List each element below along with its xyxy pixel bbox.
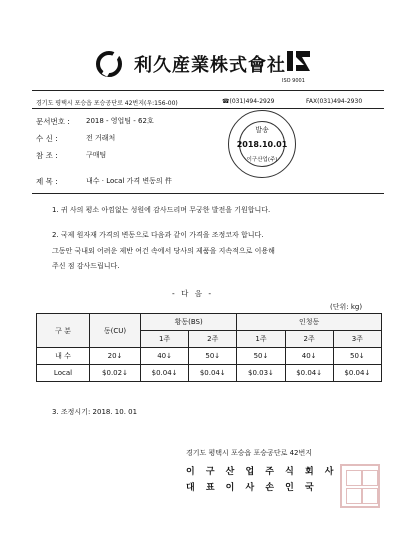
company-telephone: ☎(031)494-2929 bbox=[222, 98, 275, 105]
header-phos-week-1: 1주 bbox=[237, 331, 285, 348]
stamp-bottom-text: 이구산업(주) bbox=[246, 157, 278, 163]
doc-number-label: 문서번호 : bbox=[36, 117, 70, 126]
table-unit: (단위: kg) bbox=[330, 303, 363, 311]
row-label: 내 수 bbox=[37, 348, 90, 365]
cell-cu: 20↓ bbox=[90, 348, 141, 365]
header-phosphor-bronze: 인청동 bbox=[237, 314, 382, 331]
stamp-date: 2018.10.01 bbox=[236, 140, 288, 149]
cell-phos-1: $0.03↓ bbox=[237, 365, 285, 382]
company-logo-icon bbox=[96, 51, 122, 77]
subject-label: 제 목 : bbox=[36, 177, 58, 186]
table-title: - 다 음 - bbox=[172, 289, 214, 298]
recipient-value: 전 거래처 bbox=[86, 134, 116, 142]
header-brass: 황동(BS) bbox=[141, 314, 237, 331]
address-divider bbox=[32, 108, 384, 109]
cell-phos-2: $0.04↓ bbox=[285, 365, 333, 382]
price-table bbox=[36, 313, 382, 382]
adjust-date: 3. 조정시기: 2018. 10. 01 bbox=[52, 408, 138, 416]
footer-company: 이 구 산 업 주 식 회 사 bbox=[186, 467, 338, 477]
company-seal bbox=[340, 464, 380, 508]
cell-phos-2: 40↓ bbox=[285, 348, 333, 365]
paragraph-1: 1. 귀 사의 평소 아낌없는 성원에 감사드리며 무궁한 발전을 기원합니다. bbox=[52, 206, 271, 214]
iso-logo-text: ISO 9001 bbox=[282, 78, 305, 84]
paragraph-2-line-1: 2. 국제 원자재 가격의 변동으로 다음과 같이 가격을 조정코자 합니다. bbox=[52, 231, 264, 239]
header-brass-week-2: 2주 bbox=[189, 331, 237, 348]
row-label: Local bbox=[37, 365, 90, 382]
cell-phos-3: $0.04↓ bbox=[333, 365, 381, 382]
header-brass-week-1: 1주 bbox=[141, 331, 189, 348]
dispatch-stamp bbox=[228, 110, 296, 178]
cell-brass-1: 40↓ bbox=[141, 348, 189, 365]
subject-divider bbox=[32, 193, 384, 194]
header-phos-week-2: 2주 bbox=[285, 331, 333, 348]
doc-number-value: 2018 - 영업팀 - 62호 bbox=[86, 117, 154, 125]
header-category: 구 분 bbox=[37, 314, 90, 348]
paragraph-2-line-2: 그동안 국내외 어려운 제반 여건 속에서 당사의 제품을 지속적으로 이용해 bbox=[52, 247, 275, 255]
reference-value: 구매팀 bbox=[86, 151, 107, 159]
cell-phos-3: 50↓ bbox=[333, 348, 381, 365]
company-address: 경기도 평택시 포승읍 포승공단로 42번지(우:156-00) bbox=[36, 100, 178, 107]
subject-value: 내수 · Local 가격 변동의 件 bbox=[86, 177, 172, 185]
header-divider bbox=[32, 90, 384, 91]
cell-brass-1: $0.04↓ bbox=[141, 365, 189, 382]
paragraph-2-line-3: 주신 점 감사드립니다. bbox=[52, 262, 120, 270]
table-row bbox=[37, 348, 382, 365]
table-row bbox=[37, 365, 382, 382]
header-copper: 동(CU) bbox=[90, 314, 141, 348]
footer-ceo: 대 표 이 사 손 인 국 bbox=[186, 483, 318, 493]
iso-certification-logo bbox=[284, 48, 314, 78]
cell-brass-2: 50↓ bbox=[189, 348, 237, 365]
stamp-top-text: 발송 bbox=[255, 126, 269, 134]
recipient-label: 수 신 : bbox=[36, 134, 58, 143]
header-phos-week-3: 3주 bbox=[333, 331, 381, 348]
footer-address: 경기도 평택시 포승읍 포승공단로 42번지 bbox=[186, 449, 312, 457]
company-name: 利久産業株式會社 bbox=[134, 55, 286, 76]
company-fax: FAX(031)494-2930 bbox=[306, 98, 363, 105]
cell-phos-1: 50↓ bbox=[237, 348, 285, 365]
cell-cu: $0.02↓ bbox=[90, 365, 141, 382]
reference-label: 참 조 : bbox=[36, 151, 58, 160]
cell-brass-2: $0.04↓ bbox=[189, 365, 237, 382]
